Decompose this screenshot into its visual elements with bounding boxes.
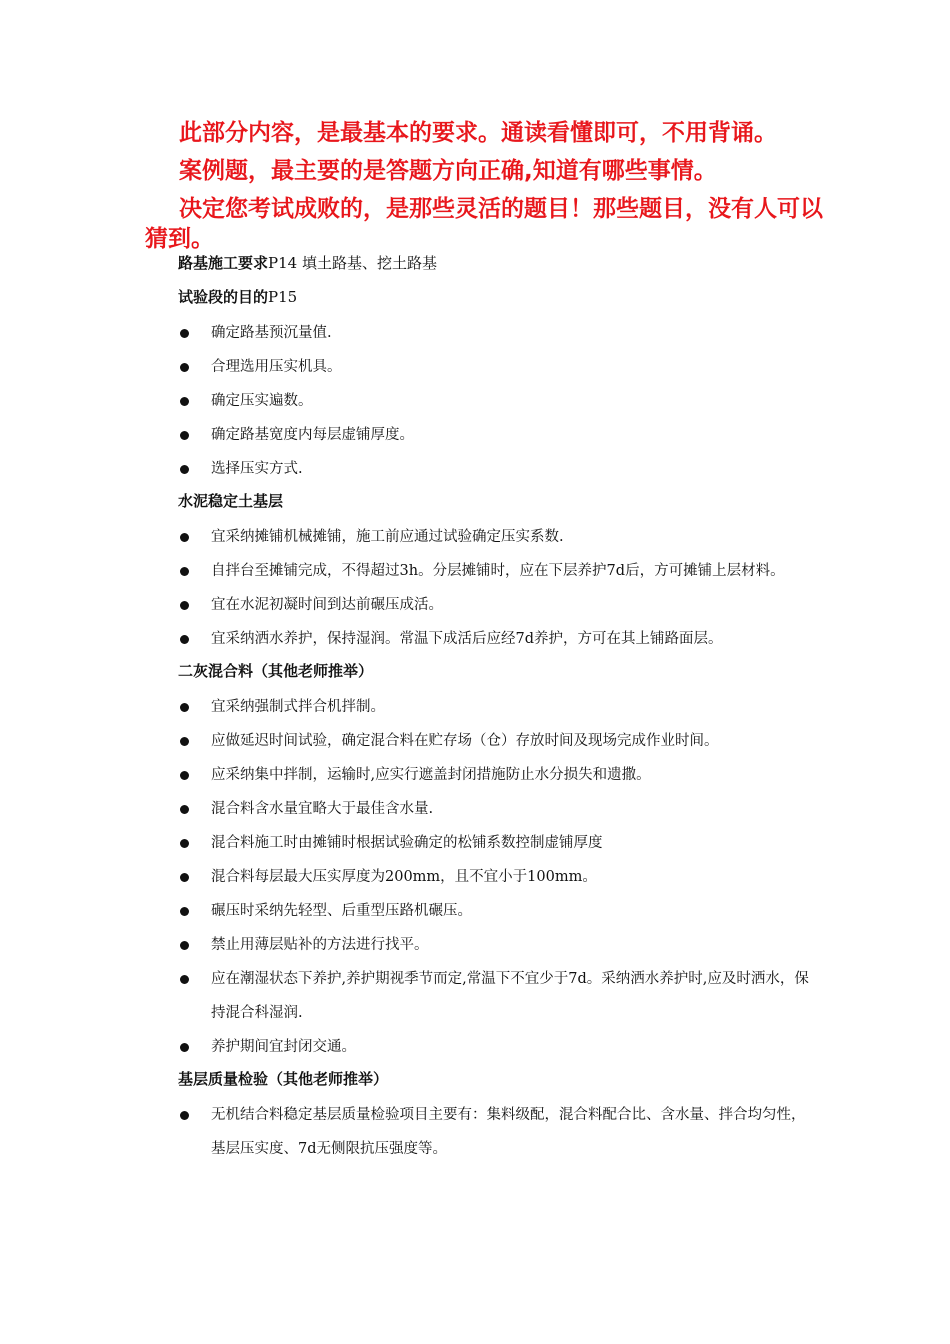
list-item-text: 宜在水泥初凝时间到达前碾压成活。 (211, 597, 443, 613)
list-item (178, 452, 818, 486)
bullet-icon (180, 397, 189, 406)
bullet-icon (180, 465, 189, 474)
bullet-icon (180, 601, 189, 610)
list-item-text: 合理选用压实机具。 (211, 359, 342, 375)
list-item (178, 894, 818, 928)
bullet-list (178, 316, 818, 486)
list-item-text: 混合料每层最大压实厚度为200mm，且不宜小于100mm。 (211, 869, 597, 885)
list-item-text: 混合料施工时由摊铺时根据试验确定的松铺系数控制虚铺厚度 (211, 835, 603, 851)
bullet-icon (180, 839, 189, 848)
list-item-text: 应采纳集中拌制，运输时,应实行遮盖封闭措施防止水分损失和遗撒。 (211, 767, 651, 783)
bullet-icon (180, 329, 189, 338)
notice-block (145, 118, 825, 262)
list-item-text: 养护期间宜封闭交通。 (211, 1039, 356, 1055)
bullet-icon (180, 771, 189, 780)
bullet-icon (180, 975, 189, 984)
bullet-list (178, 1098, 818, 1166)
bullet-icon (180, 737, 189, 746)
list-item (178, 1030, 818, 1064)
list-item (178, 588, 818, 622)
bullet-icon (180, 941, 189, 950)
document-body (178, 248, 818, 1166)
list-item-text: 禁止用薄层贴补的方法进行找平。 (211, 937, 429, 953)
bullet-icon (180, 805, 189, 814)
page-reference: P15 (268, 288, 298, 306)
list-item (178, 928, 818, 962)
section-title: 路基施工要求 (178, 254, 269, 272)
bullet-icon (180, 1111, 189, 1120)
list-item-text: 确定路基宽度内每层虚铺厚度。 (211, 427, 414, 443)
list-item-text: 宜采纳强制式拌合机拌制。 (211, 699, 385, 715)
section-heading (178, 656, 818, 690)
section-heading (178, 248, 818, 282)
list-item-text: 宜采纳洒水养护，保持湿润。常温下成活后应经7d养护，方可在其上铺路面层。 (211, 631, 723, 647)
bullet-list (178, 520, 818, 656)
notice-line: 案例题，最主要的是答题方向正确,知道有哪些事情。 (179, 158, 717, 184)
list-item (178, 1098, 818, 1166)
list-item (178, 724, 818, 758)
list-item (178, 792, 818, 826)
list-item (178, 690, 818, 724)
list-item (178, 622, 818, 656)
list-item (178, 758, 818, 792)
list-item (178, 520, 818, 554)
list-item (178, 826, 818, 860)
list-item (178, 554, 818, 588)
list-item-text: 确定路基预沉量值. (211, 325, 332, 341)
section-heading (178, 282, 818, 316)
bullet-icon (180, 567, 189, 576)
notice-line: 决定您考试成败的，是那些灵活的题目！那些题目，没有人可以猜到。 (145, 196, 823, 252)
bullet-icon (180, 907, 189, 916)
bullet-icon (180, 431, 189, 440)
bullet-icon (180, 703, 189, 712)
list-item (178, 860, 818, 894)
section-title: 试验段的目的 (178, 288, 269, 306)
bullet-icon (180, 533, 189, 542)
list-item (178, 418, 818, 452)
bullet-icon (180, 635, 189, 644)
list-item-text: 混合料含水量宜略大于最佳含水量. (211, 801, 434, 817)
list-item (178, 316, 818, 350)
section-title: 二灰混合料（其他老师推举） (178, 662, 374, 680)
page-reference: P14 填土路基、挖土路基 (268, 254, 437, 272)
bullet-icon (180, 873, 189, 882)
list-item-text: 应做延迟时间试验，确定混合料在贮存场（仓）存放时间及现场完成作业时间。 (211, 733, 719, 749)
list-item (178, 384, 818, 418)
notice-line: 此部分内容，是最基本的要求。通读看懂即可，不用背诵。 (179, 120, 777, 146)
list-item-text: 选择压实方式. (211, 461, 303, 477)
list-item-text: 无机结合料稳定基层质量检验项目主要有：集料级配，混合料配合比、含水量、拌合均匀性，基层压实度、7d无侧限抗压强度等。 (211, 1107, 806, 1157)
section-heading (178, 486, 818, 520)
bullet-icon (180, 1043, 189, 1052)
list-item-text: 宜采纳摊铺机械摊铺，施工前应通过试验确定压实系数. (211, 529, 564, 545)
section-heading (178, 1064, 818, 1098)
list-item-text: 确定压实遍数。 (211, 393, 313, 409)
section-title: 水泥稳定土基层 (178, 492, 284, 510)
section-title: 基层质量检验（其他老师推举） (178, 1070, 389, 1088)
list-item-text: 碾压时采纳先轻型、后重型压路机碾压。 (211, 903, 472, 919)
list-item (178, 350, 818, 384)
bullet-icon (180, 363, 189, 372)
list-item-text: 应在潮湿状态下养护,养护期视季节而定,常温下不宜少于7d。采纳洒水养护时,应及时洒水，保持混合科湿润. (211, 971, 809, 1021)
list-item (178, 962, 818, 1030)
list-item-text: 自拌台至摊铺完成，不得超过3h。分层摊铺时，应在下层养护7d后，方可摊铺上层材料。 (211, 563, 785, 579)
bullet-list (178, 690, 818, 1064)
